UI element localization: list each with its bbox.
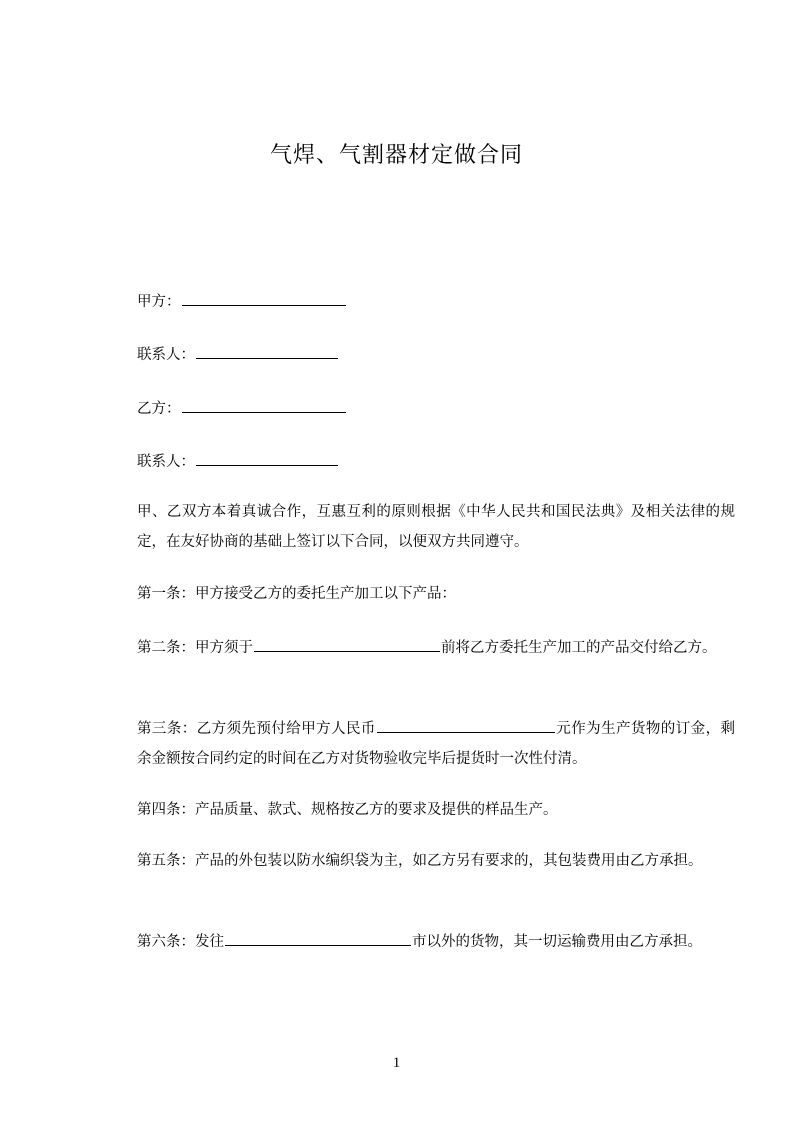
contact-b-label: 联系人： [137, 454, 195, 470]
contact-a-label: 联系人： [137, 347, 195, 363]
article-2-text-before: 第二条：甲方须于 [137, 640, 253, 656]
article-6-city-blank [225, 931, 411, 946]
party-a-line [137, 291, 347, 312]
article-5: 第五条：产品的外包装以防水编织袋为主，如乙方另有要求的，其包装费用由乙方承担。 [137, 853, 703, 869]
party-a-blank [182, 291, 346, 306]
party-b-blank [182, 398, 346, 413]
article-1: 第一条：甲方接受乙方的委托生产加工以下产品： [137, 586, 456, 602]
article-2 [104, 633, 735, 663]
article-3-amount-blank [377, 718, 555, 733]
contact-b-blank [196, 451, 338, 466]
article-6-text-before: 第六条：发往 [137, 934, 224, 950]
contract-title: 气焊、气割器材定做合同 [269, 143, 523, 168]
party-b-label: 乙方： [137, 401, 181, 417]
article-3 [104, 714, 735, 774]
page-number: 1 [392, 1055, 401, 1071]
article-3-text-before: 第三条：乙方须先预付给甲方人民币 [137, 721, 376, 737]
party-b-line [137, 398, 347, 419]
contact-a-line [137, 344, 339, 365]
article-2-date-blank [254, 637, 440, 652]
party-a-label: 甲方： [137, 294, 181, 310]
contact-a-blank [196, 344, 338, 359]
article-6 [104, 927, 735, 957]
article-3-text-after: 元作为生产货物的订金，剩余金额按合同约定的时间在乙方对货物验收完毕后提货时一次性付清。 [137, 721, 736, 767]
article-2-text-after: 前将乙方委托生产加工的产品交付给乙方。 [441, 640, 717, 656]
article-6-text-after: 市以外的货物，其一切运输费用由乙方承担。 [412, 934, 702, 950]
article-4: 第四条：产品质量、款式、规格按乙方的要求及提供的样品生产。 [137, 802, 558, 818]
contact-b-line [137, 451, 339, 472]
preamble-paragraph: 甲、乙双方本着真诚合作，互惠互利的原则根据《中华人民共和国民法典》及相关法律的规定，在友好协商的基础上签订以下合同，以便双方共同遵守。 [137, 504, 735, 550]
